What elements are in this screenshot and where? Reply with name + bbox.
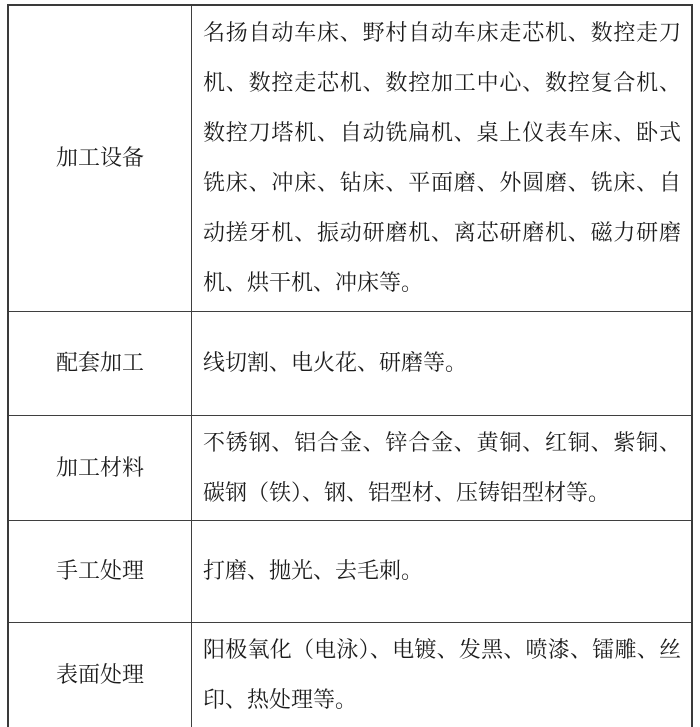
row-label: 手工处理 xyxy=(55,558,144,583)
row-content-cell xyxy=(192,520,693,622)
table-row xyxy=(8,311,692,415)
row-label: 加工材料 xyxy=(55,454,144,480)
row-content-cell xyxy=(192,5,693,311)
row-content-cell xyxy=(192,622,693,727)
row-content: 打磨、抛光、去毛刺。 xyxy=(203,558,424,583)
row-label-cell xyxy=(8,520,192,622)
table-row xyxy=(8,622,692,727)
table-row xyxy=(8,415,692,520)
row-content: 名扬自动车床、野村自动车床走芯机、数控走刀机、数控走芯机、数控加工中心、数控复合机、数控刀塔机、自动铣扁机、桌上仪表车床、卧式铣床、冲床、钻床、平面磨、外圆磨、铣床、自动搓牙机、振动研磨机、离芯研磨机、磁力研磨机、烘干机、冲床等。 xyxy=(203,20,681,296)
row-content: 线切割、电火花、研磨等。 xyxy=(203,350,468,375)
row-label: 配套加工 xyxy=(55,350,144,375)
table-row xyxy=(8,520,692,622)
row-content-cell xyxy=(192,311,693,415)
row-content: 阳极氧化（电泳）、电镀、发黑、喷漆、镭雕、丝印、热处理等。 xyxy=(203,636,681,712)
row-label: 表面处理 xyxy=(55,661,144,687)
row-label-cell xyxy=(8,5,192,311)
row-label-cell xyxy=(8,311,192,415)
row-label-cell xyxy=(8,622,192,727)
row-content-cell xyxy=(192,415,693,520)
row-content: 不锈钢、铝合金、锌合金、黄铜、红铜、紫铜、碳钢（铁）、钢、铝型材、压铸铝型材等。 xyxy=(203,429,681,505)
spec-table xyxy=(7,4,693,727)
table-row xyxy=(8,5,692,311)
row-label: 加工设备 xyxy=(55,145,144,171)
row-label-cell xyxy=(8,415,192,520)
